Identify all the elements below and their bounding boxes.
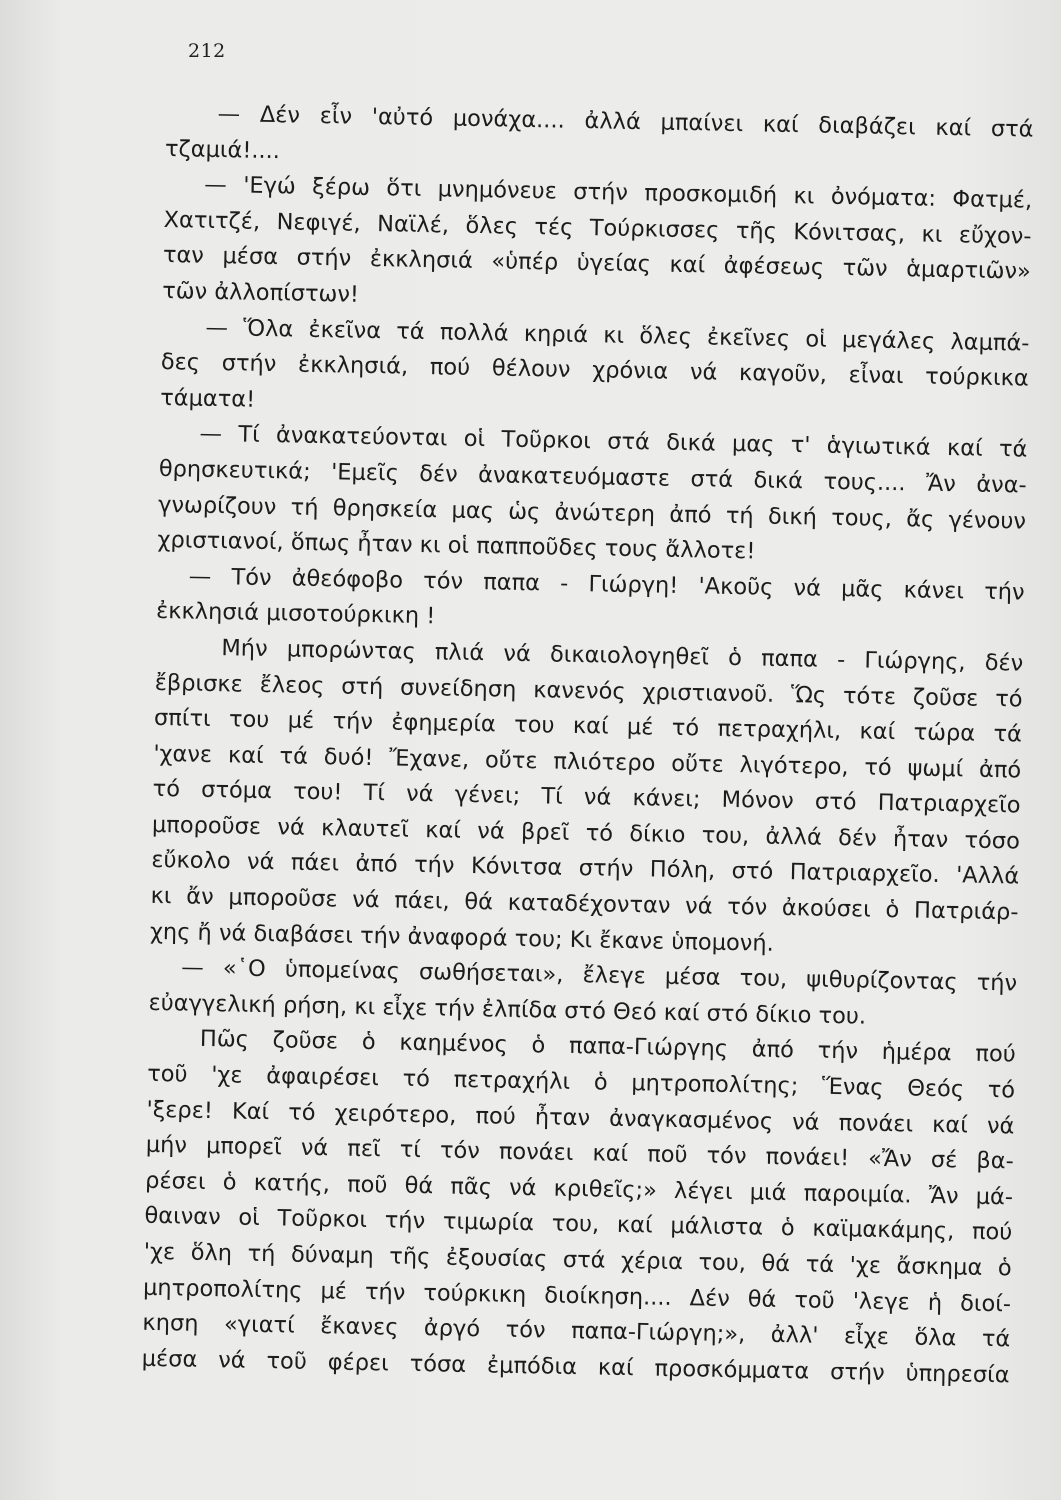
text-line: — «῾Ο ὑπομείνας σωθήσεται», ἔλεγε μέσα του, ψιθυρίζοντας τήν	[181, 954, 1018, 997]
text-line: δες στήν ἐκκλησιά, πού θέλουν χρόνια νά καγοῦν, εἶναι τούρκικα	[160, 349, 1029, 392]
text-line: τῶν ἀλλοπίστων!	[162, 277, 360, 308]
text-line: τζαμιά!....	[164, 135, 281, 164]
text-line: 'ξερε! Καί τό χειρότερο, πού ἦταν ἀναγκασμένος νά πονάει καί νά	[146, 1096, 1015, 1140]
text-line: 'χανε καί τά δυό! Ἔχανε, οὔτε πλιότερο οὔτε λιγότερο, τό ψωμί ἀπό	[153, 740, 1022, 784]
text-line: — Τί ἀνακατεύονται οἱ Τοῦρκοι στά δικά μας τ' ἁγιωτικά καί τά	[199, 421, 1028, 463]
text-line: ρέσει ὁ κατής, ποῦ θά πᾶς νά κριθεῖς;» λέγει μιά παροιμία. Ἄν μά-	[144, 1167, 1014, 1211]
text-line: χης ἤ νά διαβάσει τήν ἀναφορά του; Κι ἔκανε ὑπομονή.	[149, 918, 775, 957]
text-line: θαιναν οἱ Τοῦρκοι τήν τιμωρία του, καί μάλιστα ὁ καϊμακάμης, πού	[144, 1203, 1013, 1246]
text-line: χριστιανοί, ὅπως ἦταν κι οἱ παπποῦδες τους ἄλλοτε!	[157, 527, 756, 565]
text-line: — Ὅλα ἐκεῖνα τά πολλά κηριά κι ὅλες ἐκεῖνες οἱ μεγάλες λαμπά-	[205, 314, 1030, 357]
text-line: — Δέν εἶν 'αὐτό μονάχα.... ἀλλά μπαίνει καί διαβάζει καί στά	[217, 100, 1034, 143]
text-line: Πῶς ζοῦσε ὁ καημένος ὁ παπα-Γιώργης ἀπό τήν ἡμέρα πού	[199, 1026, 1016, 1068]
text-line: τοῦ 'χε ἀφαιρέσει τό πετραχήλι ὁ μητροπολίτης; Ἕνας Θεός τό	[146, 1060, 1016, 1104]
text-line: — Τόν ἀθεόφοβο τόν παπα - Γιώργη! 'Ακοῦς νά μᾶς κάνει τήν	[188, 563, 1025, 606]
text-line: Χατιτζέ, Νεφιγέ, Ναϊλέ, ὅλες τές Τούρκισσες τῆς Κόνιτσας, κι εὔχον-	[163, 206, 1032, 250]
text-line: τό στόμα του! Τί νά γένει; Τί νά κάνει; Μόνον στό Πατριαρχεῖο	[152, 776, 1021, 819]
text-line: εὐαγγελική ρήση, κι εἶχε τήν ἐλπίδα στό Θεό καί στό δίκιο του.	[148, 989, 867, 1030]
text-line: τάματα!	[159, 384, 256, 413]
text-line: μέσα νά τοῦ φέρει τόσα ἐμπόδια καί προσκόμματα στήν ὑπηρεσία	[141, 1345, 1010, 1389]
page-number: 212	[188, 40, 226, 62]
text-line: — 'Εγώ ξέρω ὅτι μνημόνευε στήν προσκομιδή κι ὀνόματα: Φατμέ,	[204, 171, 1033, 214]
text-line: εὔκολο νά πάει ἀπό τήν Κόνιτσα στήν Πόλη, στό Πατριαρχεῖο. 'Αλλά	[151, 847, 1020, 890]
text-line: κι ἄν μποροῦσε νά πάει, θά καταδέχονταν νά τόν ἀκούσει ὁ Πατριάρ-	[150, 882, 1019, 926]
text-line: μποροῦσε νά κλαυτεῖ καί νά βρεῖ τό δίκιο του, ἀλλά δέν ἦταν τόσο	[151, 811, 1021, 855]
body-text	[141, 96, 1033, 1394]
text-line: κηση «γιατί ἔκανες ἀργό τόν παπα-Γιώργη;», ἀλλ' εἶχε ὅλα τά	[142, 1309, 1011, 1353]
text-line: Μήν μπορώντας πλιά νά δικαιολογηθεῖ ὁ παπα - Γιώργης, δέν	[221, 635, 1024, 677]
text-line: ἔβρισκε ἔλεος στή συνείδηση κανενός χριστιανοῦ. Ὥς τότε ζοῦσε τό	[154, 669, 1023, 713]
text-line: ταν μέσα στήν ἐκκλησιά «ὑπέρ ὑγείας καί ἀφέσεως τῶν ἁμαρτιῶν»	[162, 242, 1032, 286]
text-line: ἐκκλησιά μισοτούρκικη !	[155, 598, 436, 630]
text-line: γνωρίζουν τή θρησκεία μας ὡς ἀνώτερη ἀπό τή δική τους, ἄς γένουν	[157, 491, 1027, 535]
text-line: μητροπολίτης μέ τήν τούρκικη διοίκηση.... Δέν θά τοῦ 'λεγε ἡ διοί-	[142, 1274, 1012, 1318]
text-line: 'χε ὅλη τή δύναμη τῆς ἐξουσίας στά χέρια του, θά τά 'χε ἄσκημα ὁ	[143, 1238, 1012, 1282]
text-line: θρησκευτικά; 'Εμεῖς δέν ἀνακατευόμαστε στά δικά τους.... Ἄν ἀνα-	[158, 455, 1027, 499]
text-line: μήν μπορεῖ νά πεῖ τί τόν πονάει καί ποῦ τόν πονάει! «Ἄν σέ βα-	[145, 1132, 1014, 1175]
text-line: σπίτι του μέ τήν ἐφημερία του καί μέ τό πετραχήλι, καί τώρα τά	[153, 704, 1023, 748]
